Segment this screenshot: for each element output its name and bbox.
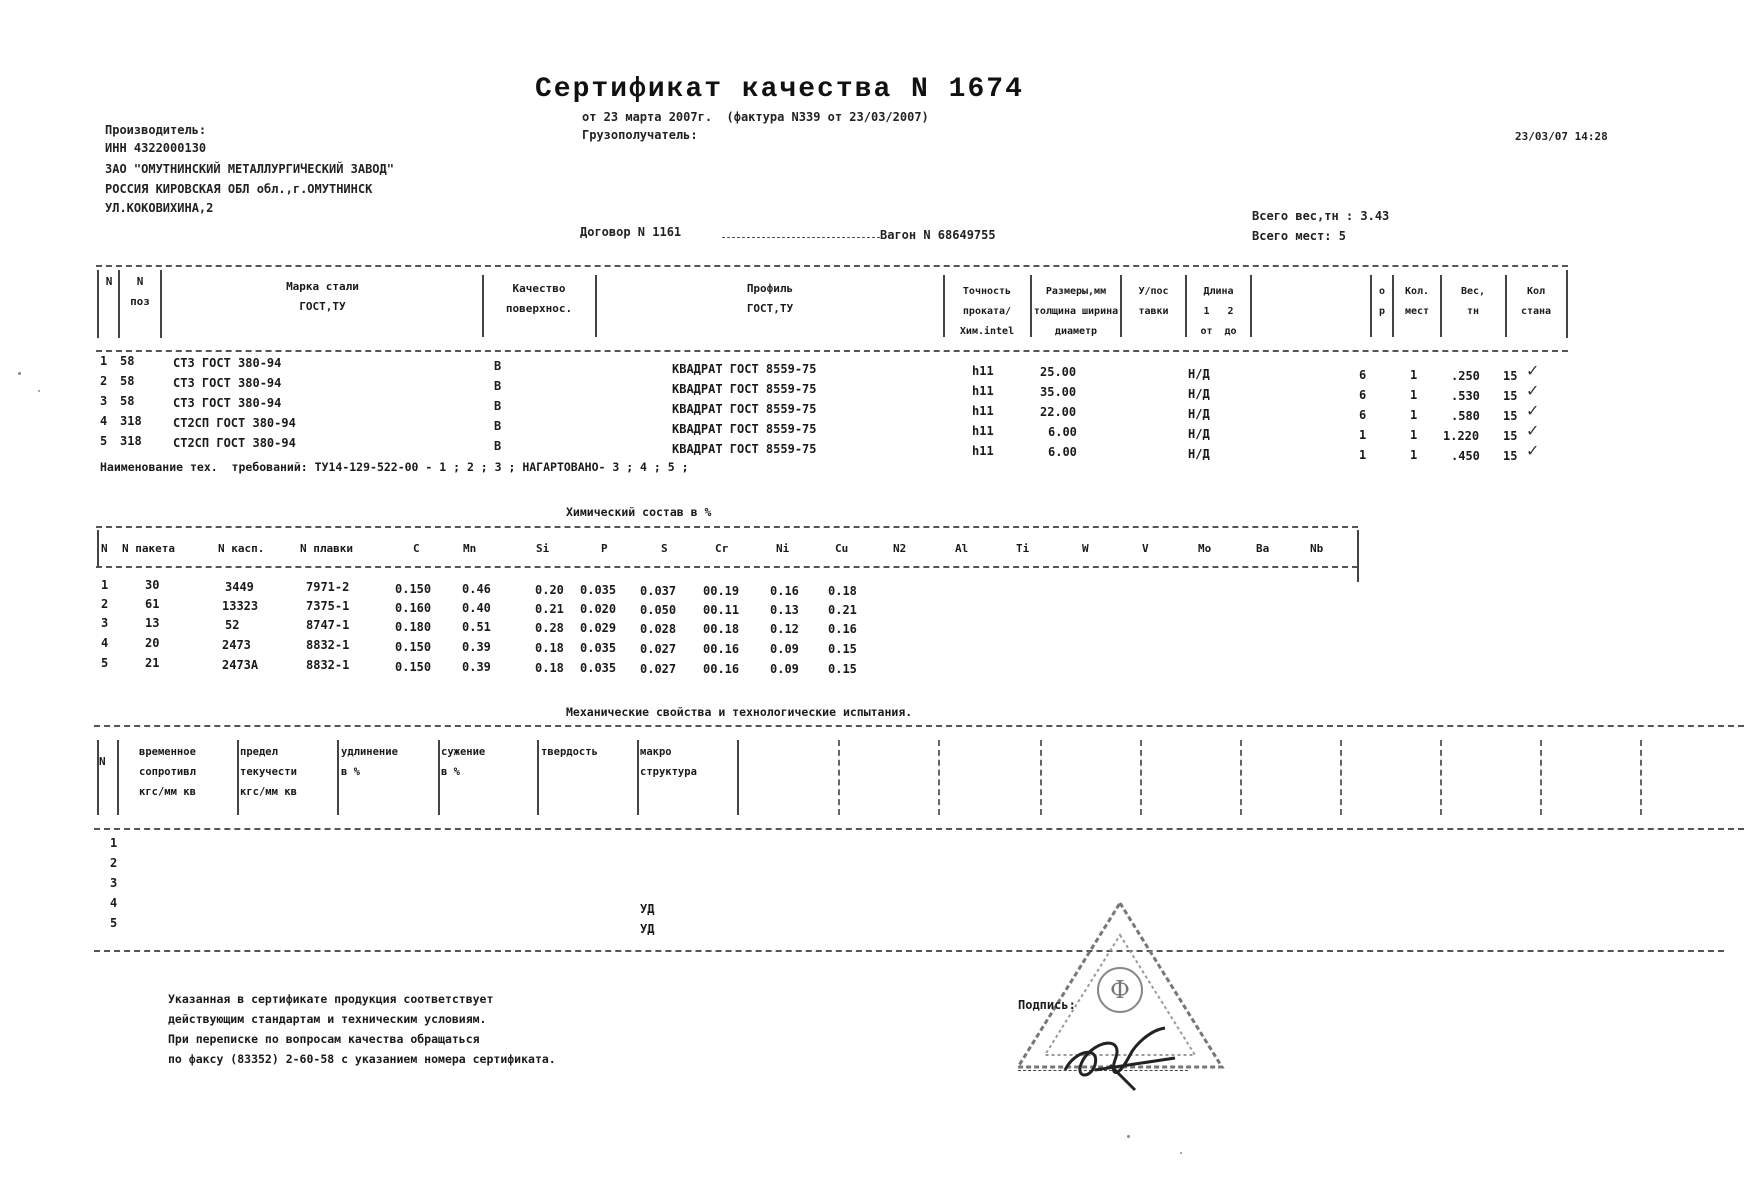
row-weight: .250 <box>1451 369 1480 383</box>
chem-header: N плавки <box>300 542 353 555</box>
scan-speck <box>1180 1152 1182 1154</box>
chem-cell: 13323 <box>222 599 259 613</box>
chem-cell: 0.51 <box>462 620 491 634</box>
header-line: Кол <box>1526 286 1546 297</box>
row-profile: КВАДРАТ ГОСТ 8559-75 <box>672 422 817 436</box>
column-divider <box>637 740 639 815</box>
contract-underline <box>722 237 880 238</box>
header-line: в % <box>341 766 360 778</box>
chem-cell: 0.21 <box>828 603 857 617</box>
header-pos <box>120 272 160 312</box>
column-divider <box>97 270 99 338</box>
column-divider <box>1357 530 1359 582</box>
chem-cell: 0.15 <box>828 642 857 656</box>
mechanics-title: Механические свойства и технологические испытания. <box>566 705 913 719</box>
row-pos: 58 <box>120 374 135 388</box>
chem-cell: 0.16 <box>828 622 857 636</box>
header-line: Профиль <box>746 282 794 295</box>
row-places: 1 <box>1410 448 1418 462</box>
header-line: Вес, <box>1460 286 1486 297</box>
chem-cell: 21 <box>145 656 160 670</box>
chem-header: P <box>601 542 608 555</box>
row-accuracy: h11 <box>972 384 994 398</box>
header-op <box>1372 282 1392 322</box>
row-steel: СТ2СП ГОСТ 380-94 <box>173 416 296 430</box>
chem-cell: 0.150 <box>395 640 432 654</box>
row-weight: 1.220 <box>1443 429 1480 443</box>
mech-header-macro <box>640 742 736 782</box>
header-line: N <box>136 275 144 288</box>
table-border-bottom <box>94 950 1724 952</box>
chem-cell: 0.15 <box>828 662 857 676</box>
checkmark-icon: ✓ <box>1526 381 1540 400</box>
row-steel: СТ3 ГОСТ 380-94 <box>173 376 282 390</box>
chem-cell: 0.39 <box>462 640 491 654</box>
chem-cell: 00.18 <box>703 622 740 636</box>
chem-cell: 3 <box>101 616 109 630</box>
chemistry-title: Химический состав в % <box>566 505 712 519</box>
header-line: поз <box>130 295 150 308</box>
column-divider <box>1250 275 1252 337</box>
header-mill <box>1507 282 1565 322</box>
row-places: 1 <box>1410 368 1418 382</box>
row-pos: 58 <box>120 394 135 408</box>
column-divider <box>737 740 739 815</box>
mech-row-number: 5 <box>110 916 118 930</box>
header-line: макро <box>640 746 672 758</box>
certificate-title: Сертификат качества N 1674 <box>535 74 1024 105</box>
chem-cell: 0.050 <box>640 603 677 617</box>
header-line: о <box>1378 286 1386 297</box>
chem-cell: 8832-1 <box>306 638 350 652</box>
chem-cell: 0.18 <box>828 584 857 598</box>
checkmark-icon: ✓ <box>1526 401 1540 420</box>
mech-header-contraction <box>441 742 537 782</box>
chem-cell: 2 <box>101 597 109 611</box>
header-line: тавки <box>1138 306 1169 317</box>
header-line: Качество <box>512 282 566 295</box>
row-accuracy: h11 <box>972 444 994 458</box>
chem-cell: 0.18 <box>535 641 564 655</box>
chem-cell: 0.13 <box>770 603 799 617</box>
mech-note: УД <box>640 902 655 916</box>
header-line: Хим.intel <box>959 326 1015 337</box>
row-mill: 15 <box>1503 389 1518 403</box>
chem-cell: 0.028 <box>640 622 677 636</box>
chem-cell: 0.16 <box>770 584 799 598</box>
column-divider <box>595 275 597 337</box>
chem-cell: 2473A <box>222 658 259 672</box>
chem-header: Mn <box>463 542 477 555</box>
chem-cell: 0.39 <box>462 660 491 674</box>
manufacturer-line: ЗАО "ОМУТНИНСКИЙ МЕТАЛЛУРГИЧЕСКИЙ ЗАВОД" <box>105 162 394 176</box>
row-op: 6 <box>1359 388 1367 402</box>
row-quality: В <box>494 439 502 453</box>
row-delivery: Н/Д <box>1188 387 1210 401</box>
row-profile: КВАДРАТ ГОСТ 8559-75 <box>672 382 817 396</box>
checkmark-icon: ✓ <box>1526 361 1540 380</box>
header-line: мест <box>1404 306 1430 317</box>
chem-header: N <box>101 542 108 555</box>
row-mill: 15 <box>1503 409 1518 423</box>
chem-header: V <box>1142 542 1149 555</box>
header-line: тн <box>1466 306 1480 317</box>
column-divider <box>537 740 539 815</box>
header-line: стана <box>1520 306 1552 317</box>
chem-cell: 0.40 <box>462 601 491 615</box>
column-divider <box>482 275 484 337</box>
row-op: 1 <box>1359 448 1367 462</box>
chem-cell: 0.035 <box>580 661 617 675</box>
chem-header: Ti <box>1016 542 1030 555</box>
chem-cell: 0.150 <box>395 660 432 674</box>
header-line: временное <box>139 746 196 758</box>
chem-cell: 5 <box>101 656 109 670</box>
mech-row-number: 1 <box>110 836 118 850</box>
row-places: 1 <box>1410 388 1418 402</box>
manufacturer-line: ИНН 4322000130 <box>105 141 207 155</box>
chem-cell: 0.029 <box>580 621 617 635</box>
column-divider <box>1240 740 1242 815</box>
header-steel <box>165 277 480 317</box>
column-divider <box>97 530 99 566</box>
mech-row-number: 3 <box>110 876 118 890</box>
mech-header-elongation <box>341 742 437 782</box>
chem-cell: 2473 <box>222 638 251 652</box>
chem-cell: 0.020 <box>580 602 617 616</box>
row-weight: .580 <box>1451 409 1480 423</box>
row-mill: 15 <box>1503 369 1518 383</box>
header-quality <box>485 279 593 319</box>
row-number: 3 <box>100 394 108 408</box>
footer-line: Указанная в сертификате продукция соответствует <box>168 992 494 1006</box>
header-line: Марка стали <box>286 280 359 293</box>
chem-cell: 0.180 <box>395 620 432 634</box>
row-number: 4 <box>100 414 108 428</box>
row-profile: КВАДРАТ ГОСТ 8559-75 <box>672 442 817 456</box>
chem-cell: 30 <box>145 578 160 592</box>
row-quality: В <box>494 399 502 413</box>
footer-line: по факсу (83352) 2-60-58 с указанием номера сертификата. <box>168 1052 556 1066</box>
row-mill: 15 <box>1503 429 1518 443</box>
table-border-top <box>94 725 1744 727</box>
mech-header-strength <box>139 742 237 802</box>
row-steel: СТ3 ГОСТ 380-94 <box>173 356 282 370</box>
row-delivery: Н/Д <box>1188 367 1210 381</box>
header-line: ГОСТ,ТУ <box>746 302 794 315</box>
chem-cell: 00.16 <box>703 642 740 656</box>
row-mill: 15 <box>1503 449 1518 463</box>
chem-cell: 7375-1 <box>306 599 350 613</box>
header-line: поверхнос. <box>505 302 573 315</box>
chem-header: N касп. <box>218 542 265 555</box>
chem-cell: 0.037 <box>640 584 677 598</box>
manufacturer-line: Производитель: <box>105 123 207 137</box>
column-divider <box>1566 270 1568 338</box>
table-border-header <box>96 350 1568 352</box>
mech-row-number: 4 <box>110 896 118 910</box>
chem-cell: 20 <box>145 636 160 650</box>
chem-cell: 0.28 <box>535 621 564 635</box>
header-line: структура <box>640 766 697 778</box>
certificate-date-line: от 23 марта 2007г. (фактура N339 от 23/03/2007) <box>582 110 929 124</box>
chem-cell: 13 <box>145 616 160 630</box>
column-divider <box>1140 740 1142 815</box>
header-line: Точность <box>962 286 1012 297</box>
column-divider <box>1640 740 1642 815</box>
header-delivery <box>1122 282 1185 322</box>
row-accuracy: h11 <box>972 404 994 418</box>
chem-header: N пакета <box>122 542 175 555</box>
row-profile: КВАДРАТ ГОСТ 8559-75 <box>672 402 817 416</box>
row-quality: В <box>494 379 502 393</box>
row-weight: .530 <box>1451 389 1480 403</box>
header-line: в % <box>441 766 460 778</box>
scan-speck <box>38 390 40 392</box>
column-divider <box>438 740 440 815</box>
row-delivery: Н/Д <box>1188 407 1210 421</box>
column-divider <box>1440 740 1442 815</box>
chem-header: S <box>661 542 668 555</box>
chem-header: Cu <box>835 542 849 555</box>
table-border-header <box>94 828 1744 830</box>
row-pos: 318 <box>120 414 142 428</box>
chem-header: W <box>1082 542 1089 555</box>
row-accuracy: h11 <box>972 424 994 438</box>
row-op: 1 <box>1359 428 1367 442</box>
header-line: N <box>105 275 113 288</box>
header-n <box>100 272 118 292</box>
column-divider <box>1040 740 1042 815</box>
chem-cell: 0.160 <box>395 601 432 615</box>
chem-header: Ba <box>1256 542 1270 555</box>
row-quality: В <box>494 419 502 433</box>
header-line: проката/ <box>962 306 1012 317</box>
header-line: кгс/мм кв <box>139 786 196 798</box>
table-border-top <box>96 265 1568 267</box>
column-divider <box>237 740 239 815</box>
column-divider <box>160 270 162 338</box>
mech-header-hardness <box>541 742 637 762</box>
header-line: толщина ширина <box>1033 306 1119 317</box>
wagon-number: Вагон N 68649755 <box>880 228 996 242</box>
row-profile: КВАДРАТ ГОСТ 8559-75 <box>672 362 817 376</box>
header-line: 1 2 <box>1203 306 1234 317</box>
mech-header-n <box>99 752 117 772</box>
row-delivery: Н/Д <box>1188 427 1210 441</box>
header-line: N <box>99 755 106 768</box>
chem-cell: 0.46 <box>462 582 491 596</box>
table-border-top <box>96 526 1358 528</box>
header-line: У/пос <box>1138 286 1169 297</box>
chem-cell: 8747-1 <box>306 618 350 632</box>
row-size: 6.00 <box>1048 425 1077 439</box>
column-divider <box>938 740 940 815</box>
header-line: сужение <box>441 746 486 758</box>
signature-icon <box>1055 1010 1185 1100</box>
header-line: сопротивл <box>139 766 196 778</box>
row-quality: В <box>494 359 502 373</box>
row-accuracy: h11 <box>972 364 994 378</box>
header-line: ГОСТ,ТУ <box>299 300 346 313</box>
chem-cell: 0.12 <box>770 622 799 636</box>
chem-header: Mo <box>1198 542 1212 555</box>
mech-note: УД <box>640 922 655 936</box>
header-length <box>1187 282 1250 342</box>
chem-header: Si <box>536 542 550 555</box>
chem-cell: 0.027 <box>640 642 677 656</box>
scan-speck <box>18 372 21 375</box>
chem-cell: 00.16 <box>703 662 740 676</box>
consignee-label: Грузополучатель: <box>582 128 698 142</box>
chem-cell: 0.09 <box>770 642 799 656</box>
chem-cell: 0.09 <box>770 662 799 676</box>
header-line: Кол. <box>1404 286 1430 297</box>
scan-speck <box>1127 1135 1130 1138</box>
header-line: удлинение <box>341 746 398 758</box>
chem-cell: 0.18 <box>535 661 564 675</box>
checkmark-icon: ✓ <box>1526 441 1540 460</box>
row-steel: СТ2СП ГОСТ 380-94 <box>173 436 296 450</box>
chem-header: Al <box>955 542 969 555</box>
row-number: 5 <box>100 434 108 448</box>
chem-cell: 0.150 <box>395 582 432 596</box>
chem-cell: 7971-2 <box>306 580 350 594</box>
row-size: 25.00 <box>1040 365 1077 379</box>
row-size: 22.00 <box>1040 405 1077 419</box>
header-size <box>1032 282 1120 342</box>
column-divider <box>117 740 119 815</box>
header-profile <box>600 279 940 319</box>
chem-header: Ni <box>776 542 790 555</box>
column-divider <box>1540 740 1542 815</box>
row-steel: СТ3 ГОСТ 380-94 <box>173 396 282 410</box>
row-op: 6 <box>1359 368 1367 382</box>
chem-cell: 00.19 <box>703 584 740 598</box>
chem-header: N2 <box>893 542 907 555</box>
mech-row-number: 2 <box>110 856 118 870</box>
chem-cell: 0.035 <box>580 641 617 655</box>
row-size: 35.00 <box>1040 385 1077 399</box>
signature-label: Подпись: <box>1018 998 1076 1012</box>
requirements-line: Наименование тех. требований: ТУ14-129-522-00 - 1 ; 2 ; 3 ; НАГАРТОВАНО- 3 ; 4 ; 5 ; <box>100 460 689 474</box>
chem-header: Nb <box>1310 542 1324 555</box>
header-line: р <box>1378 306 1386 317</box>
stamp-letter: Ф <box>1110 976 1130 1004</box>
mech-header-yield <box>240 742 338 802</box>
row-pos: 58 <box>120 354 135 368</box>
row-number: 2 <box>100 374 108 388</box>
row-weight: .450 <box>1451 449 1480 463</box>
contract-number: Договор N 1161 <box>580 225 682 239</box>
footer-line: действующим стандартам и техническим условиям. <box>168 1012 487 1026</box>
header-line: текучести <box>240 766 297 778</box>
header-line: Размеры,мм <box>1045 286 1107 297</box>
chem-cell: 4 <box>101 636 109 650</box>
row-size: 6.00 <box>1048 445 1077 459</box>
chem-cell: 8832-1 <box>306 658 350 672</box>
chem-cell: 0.035 <box>580 583 617 597</box>
header-line: Длина <box>1203 286 1234 297</box>
checkmark-icon: ✓ <box>1526 421 1540 440</box>
chem-cell: 0.027 <box>640 662 677 676</box>
row-places: 1 <box>1410 408 1418 422</box>
header-weight <box>1442 282 1504 322</box>
chem-cell: 0.21 <box>535 602 564 616</box>
header-line: кгс/мм кв <box>240 786 297 798</box>
chem-header: Cr <box>715 542 729 555</box>
total-places: Всего мест: 5 <box>1252 229 1346 243</box>
footer-line: При переписке по вопросам качества обращаться <box>168 1032 480 1046</box>
printed-timestamp: 23/03/07 14:28 <box>1515 130 1608 143</box>
row-places: 1 <box>1410 428 1418 442</box>
row-op: 6 <box>1359 408 1367 422</box>
row-delivery: Н/Д <box>1188 447 1210 461</box>
header-line: твердость <box>541 746 598 758</box>
chem-cell: 00.11 <box>703 603 740 617</box>
total-weight: Всего вес,тн : 3.43 <box>1252 209 1390 223</box>
chem-cell: 1 <box>101 578 109 592</box>
header-line: предел <box>240 746 278 758</box>
chem-header: C <box>413 542 420 555</box>
chem-cell: 3449 <box>225 580 254 594</box>
manufacturer-line: УЛ.КОКОВИХИНА,2 <box>105 201 214 215</box>
table-border-header <box>96 566 1358 568</box>
row-number: 1 <box>100 354 108 368</box>
header-line: диаметр <box>1054 326 1098 337</box>
chem-cell: 61 <box>145 597 160 611</box>
header-accuracy <box>945 282 1029 342</box>
chem-cell: 0.20 <box>535 583 564 597</box>
manufacturer-line: РОССИЯ КИРОВСКАЯ ОБЛ обл.,г.ОМУТНИНСК <box>105 182 373 196</box>
column-divider <box>1340 740 1342 815</box>
header-places <box>1394 282 1440 322</box>
column-divider <box>838 740 840 815</box>
header-line: от до <box>1200 326 1237 337</box>
chem-cell: 52 <box>225 618 240 632</box>
row-pos: 318 <box>120 434 142 448</box>
